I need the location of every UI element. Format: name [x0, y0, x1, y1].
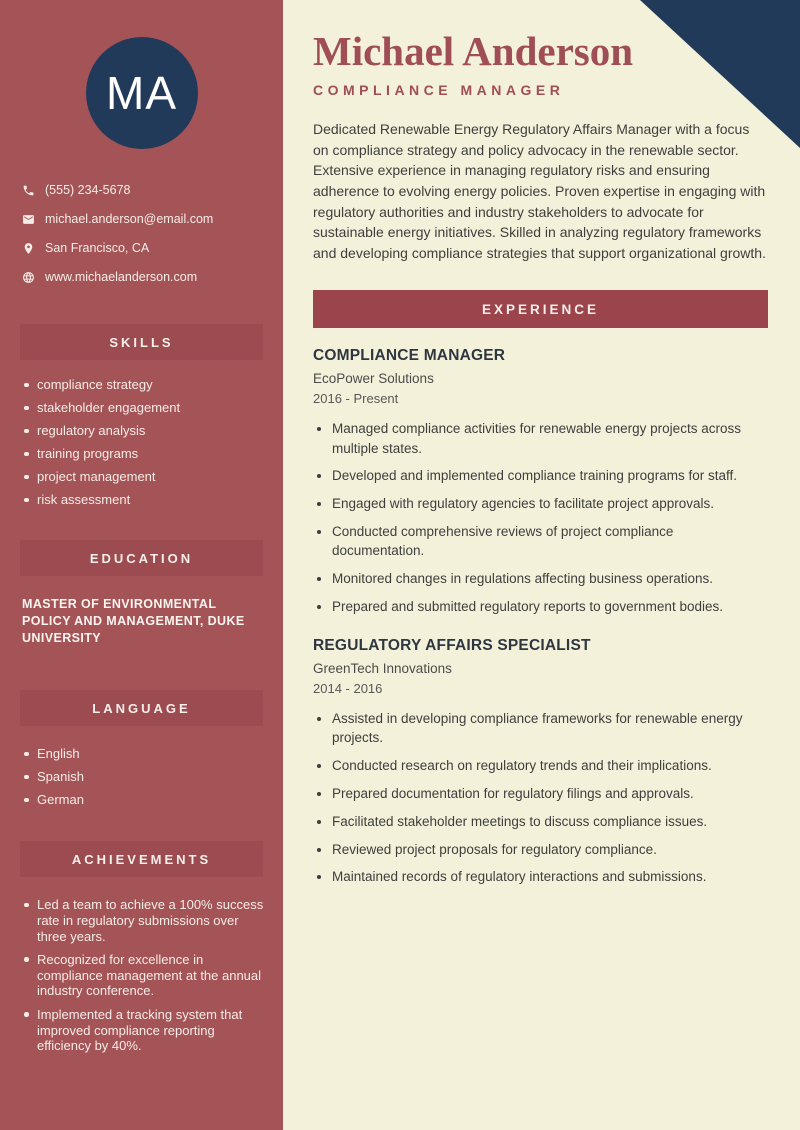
skills-heading: SKILLS: [20, 324, 263, 360]
skill-item: regulatory analysis: [24, 423, 269, 438]
skill-item: risk assessment: [24, 492, 269, 507]
contact-email: michael.anderson@email.com: [45, 212, 214, 226]
profile-job-title: COMPLIANCE MANAGER: [313, 82, 565, 99]
avatar: [86, 37, 198, 149]
contact-location: San Francisco, CA: [45, 241, 150, 255]
achievements-heading: ACHIEVEMENTS: [20, 841, 263, 877]
envelope-icon: [22, 213, 35, 226]
job-dates: 2016 - Present: [313, 391, 399, 407]
job-bullet: • Conducted comprehensive reviews of project compliance documentation.: [332, 522, 768, 561]
job-bullet: • Assisted in developing compliance frameworks for renewable energy projects.: [332, 709, 768, 748]
contact-section: [22, 180, 269, 287]
job-title: COMPLIANCE MANAGER: [313, 347, 506, 365]
achievements-list: [24, 897, 265, 1054]
skill-item: project management: [24, 469, 269, 484]
job-bullet: • Engaged with regulatory agencies to facilitate project approvals.: [332, 494, 768, 513]
job-bullet: • Prepared and submitted regulatory reports to government bodies.: [332, 597, 768, 616]
achievement-item: Recognized for excellence in compliance management at the annual industry conference.: [24, 952, 265, 999]
main-column: [283, 0, 800, 1130]
achievement-item: Led a team to achieve a 100% success rate in regulatory submissions over three years.: [24, 897, 265, 944]
job-bullet: • Developed and implemented compliance training programs for staff.: [332, 466, 768, 485]
achievement-item: Implemented a tracking system that improved compliance reporting efficiency by 40%.: [24, 1007, 265, 1054]
job-bullet: • Facilitated stakeholder meetings to discuss compliance issues.: [332, 812, 768, 831]
education-heading: EDUCATION: [20, 540, 263, 576]
summary-paragraph: Dedicated Renewable Energy Regulatory Affairs Manager with a focus on compliance strategy and policy advocacy in the renewable sector. Extensive experience in managing regulatory risks and ensuring adherence to evolving energy policies. Proven expertise in engaging with regulatory authorities and industry stakeholders to advocate for sustainable energy initiatives. Skilled in analyzing regulatory frameworks and developing compliance strategies that support organizational growth.: [313, 121, 766, 261]
skills-list: [24, 377, 269, 507]
language-list: [24, 746, 269, 807]
job-bullet: • Prepared documentation for regulatory filings and approvals.: [332, 784, 768, 803]
job-bullet-list: [313, 709, 768, 887]
job-entry: [313, 637, 768, 887]
phone-icon: [22, 184, 35, 197]
globe-icon: [22, 271, 35, 284]
contact-phone: (555) 234-5678: [45, 183, 131, 197]
contact-item-location: [22, 238, 269, 258]
job-title: REGULATORY AFFAIRS SPECIALIST: [313, 637, 591, 655]
job-bullet: • Maintained records of regulatory interactions and submissions.: [332, 867, 768, 886]
job-bullet: • Conducted research on regulatory trends and their implications.: [332, 756, 768, 775]
contact-item-email: [22, 209, 269, 229]
page-title: Michael Anderson: [313, 28, 634, 74]
language-item: Spanish: [24, 769, 269, 784]
skill-item: training programs: [24, 446, 269, 461]
location-pin-icon: [22, 242, 35, 255]
job-bullet-list: [313, 419, 768, 616]
job-company: EcoPower Solutions: [313, 371, 434, 387]
job-bullet: • Managed compliance activities for renewable energy projects across multiple states.: [332, 419, 768, 458]
skill-item: stakeholder engagement: [24, 400, 269, 415]
avatar-initials: MA: [106, 67, 177, 119]
job-company: GreenTech Innovations: [313, 661, 452, 677]
contact-item-website: [22, 267, 269, 287]
experience-heading: EXPERIENCE: [313, 290, 768, 328]
job-dates: 2014 - 2016: [313, 681, 383, 697]
contact-website: www.michaelanderson.com: [45, 270, 198, 284]
job-entry: [313, 347, 768, 616]
language-heading: LANGUAGE: [20, 690, 263, 726]
language-item: German: [24, 792, 269, 807]
sidebar: [0, 0, 283, 1130]
education-degree: MASTER OF ENVIRONMENTAL POLICY AND MANAGEMENT, DUKE UNIVERSITY: [22, 597, 245, 645]
job-bullet: • Monitored changes in regulations affecting business operations.: [332, 569, 768, 588]
language-item: English: [24, 746, 269, 761]
contact-item-phone: [22, 180, 269, 200]
skill-item: compliance strategy: [24, 377, 269, 392]
job-bullet: • Reviewed project proposals for regulatory compliance.: [332, 840, 768, 859]
